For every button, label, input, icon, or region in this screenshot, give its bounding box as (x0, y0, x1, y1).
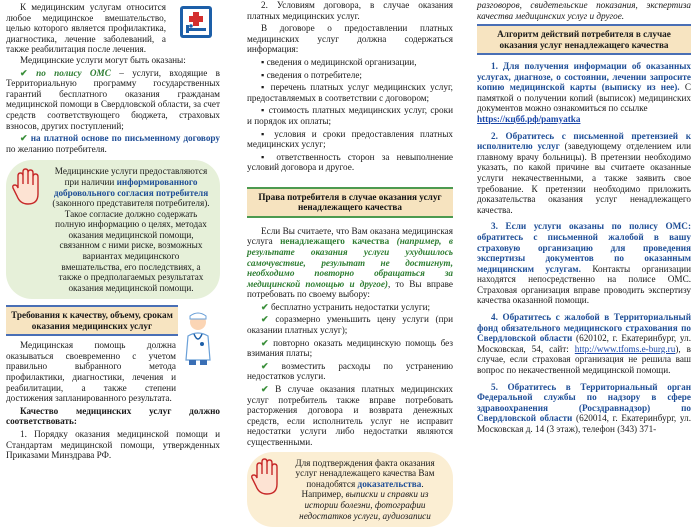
provided-lead: Медицинские услуги могут быть оказаны: (20, 54, 186, 65)
paid-paragraph (6, 133, 220, 154)
step-1: 1. Для получения информации об оказанных услугах, диагнозе, о состоянии, лечении запросите копию медицинской карты (выписку из нее). С памяткой о получении копий (выписок) медицинских документов можно ознакомиться по ссылке https://кцбб.рф/pamyatka (477, 61, 691, 124)
step-3: 3. Если услуги оказаны по полису ОМС: обратитесь с письменной жалобой в вашу страховую организацию для проведения экспертизы документов по оказанным медицинским услугам. Контакты организации находятся непосредственно на полисе ОМС. Страховая организация вправе проводить экспертизу качества оказанной помощи. (477, 221, 692, 306)
step-2: 2. Обратитесь с письменной претензией к исполнителю услуг (заведующему отделением или главному врачу больницы). В претензии необходимо указать, по какой причине вы считаете оказанные услуги некачественными, а также заявить свое требование. К претензии необходимо приложить доказательства оказания услуг ненадлежащего качества. (477, 130, 691, 215)
column-3 (477, 0, 691, 491)
quality-title: Качество медицинских услуг должно соответствовать: (6, 405, 220, 427)
contract-item: ▪ стоимость платных медицинских услуг, сроки и порядок их оплаты; (247, 105, 453, 126)
bullet: ▪ (261, 151, 277, 162)
contract-item: ▪ условия и сроки предоставления платных медицинских услуг; (247, 128, 453, 150)
contract-list (247, 57, 453, 173)
doctor-icon (178, 310, 218, 366)
algorithm-header: Алгоритм действий потребителя в случае оказания услуг ненадлежащего качества (477, 24, 691, 55)
rights-paragraph: Если Вы считаете, что Вам оказана медицинская услуга ненадлежащего качества (например, в результате оказания услуги ухудшилось самочувствие, результат не достигнут, необходимо повторно обращаться за медицинской помощью и другое), то Вы вправе потребовать по своему выбору: (247, 225, 454, 300)
check-icon: ✔ (20, 67, 28, 78)
requirements-block (6, 340, 220, 404)
rights-list (247, 302, 453, 382)
pamyatka-link[interactable]: https://кцбб.рф/pamyatka (477, 113, 581, 124)
rights-item: ✔ бесплатно устранить недостатки услуги; (261, 301, 431, 312)
rights-item: ✔ соразмерно уменьшить цену услуги (при оказании платных услуг); (247, 314, 453, 336)
proof-highlight: доказательства (357, 478, 422, 489)
oms-text: – услуги, входящие в Территориальную программу государственных гарантий бесплатного оказания гражданам медицинской помощи в Свердловской области, за счет средств соответствующего бюджета, страховых взносов, других поступлений; (6, 67, 220, 131)
rights-tail: ✔ В случае оказания платных медицинских услуг потребитель также вправе потребовать расторжения договора и возврата денежных средств, если исполнитель услуг не исправит недостатки услуги либо недостатки являются существенными. (247, 384, 453, 447)
hospital-bed-icon (180, 6, 212, 38)
column-2 (247, 0, 454, 521)
step-4: 4. Обратитесь с жалобой в Территориальный фонд обязательного медицинского страхования по Свердловской области (620102, г. Екатеринбург, ул. Московская, 54, сайт: http://www.tfoms.e-burg.ru), в случае, если страховая организация не решила ваш вопрос по некачественной медицинской помощи. (477, 312, 691, 376)
contract-lead: В договоре о предоставлении платных медицинских услуг должна содержаться информация: (247, 23, 453, 55)
contract-item: ▪ сведения о медицинской организации, (261, 56, 417, 67)
consent-box (6, 160, 220, 299)
bullet: ▪ (261, 128, 275, 139)
rights-highlight-2: (например, в результате оказания услуги ухудшилось самочувствие, результат не достигнут, необходимо повторно обращаться за медицинской помощью и другое) (247, 236, 453, 289)
contract-item: ▪ перечень платных услуг медицинских услуг, предоставляемых в соответствии с договором; (247, 82, 453, 103)
quality-item-1: 1. Порядку оказания медицинской помощи и Стандартам медицинской помощи, утвержденных Приказами Минздрава РФ. (6, 429, 220, 461)
check-icon: ✔ (20, 133, 28, 144)
oms-paragraph (6, 68, 220, 132)
rights-header: Права потребителя в случае оказания услуг ненадлежащего качества (247, 187, 453, 218)
bullet: ▪ (261, 69, 267, 80)
consent-text-a: Медицинские услуги предоставляются при наличии (54, 166, 208, 187)
contract-item: ▪ ответственность сторон за невыполнение условий договора и другое. (247, 151, 453, 173)
bullet: ▪ (261, 56, 267, 67)
rights-item: ✔ повторно оказать медицинскую помощь без взимания платы; (247, 337, 454, 359)
step-5: 5. Обратитесь в Территориальный орган Федеральной службы по надзору в сфере здравоохранения (Росздравнадзор) по Свердловской области (620014, г. Екатеринбург, ул. Московская д. 14 (3 этаж), телефон (343) 371- (477, 381, 691, 434)
tfoms-link[interactable]: http://www.tfoms.e-burg.ru (574, 343, 676, 354)
rights-highlight-1: ненадлежащего качества (280, 236, 390, 247)
paid-text: по желанию потребителя. (6, 143, 107, 154)
rights-item: ✔ возместить расходы по устранению недостатков услуги. (247, 360, 453, 382)
proof-box: Для подтверждения факта оказания услуг ненадлежащего качества Вам понадобятся доказательства. Например, выписки и справки из истории болезни, фотографии недостатков услуги, аудиозаписи (247, 452, 453, 527)
proof-examples: выписки и справки из истории болезни, фотографии недостатков услуги, аудиозаписи (299, 489, 431, 521)
requirements-header: Требования к качеству, объему, срокам оказания медицинских услуг (6, 305, 178, 336)
proof-continued: разговоров, свидетельские показания, экспертиза качества медицинских услуг и другое. (477, 0, 691, 21)
column-1 (6, 0, 220, 491)
bullet: ▪ (261, 82, 271, 93)
oms-highlight: по полису ОМС (36, 67, 111, 78)
contract-condition: 2. Условиям договора, в случае оказания платных медицинских услуг. (247, 0, 453, 21)
requirements-text: Медицинская помощь должна оказываться своевременно с учетом правильно выбранного метода профилактики, диагностики, лечения и реабилитации, а также степени достижения запланированного результата. (6, 340, 176, 404)
paid-highlight: на платной основе по письменному договору (30, 133, 221, 144)
raised-hand-icon (251, 458, 283, 496)
consent-text-b: (законного представителя потребителя). Такое согласие должно содержать полную информацию о целях, методах оказания медицинской помощи, связанном с ними риске, возможных вариантах медицинского вмешательства, его последствиях, а также о предполагаемых результатах оказания медицинской помощи. (52, 198, 210, 293)
intro-block: К медицинским услугам относится любое медицинское вмешательство, целью которого является профилактика, диагностика, лечение заболеваний, а также реабилитация после лечения. (6, 2, 220, 55)
contract-item: ▪ сведения о потребителе; (261, 69, 362, 80)
raised-hand-icon (12, 168, 44, 206)
consent-highlight: информированного добровольного согласия потребителя (53, 176, 209, 198)
bullet: ▪ (261, 105, 269, 116)
